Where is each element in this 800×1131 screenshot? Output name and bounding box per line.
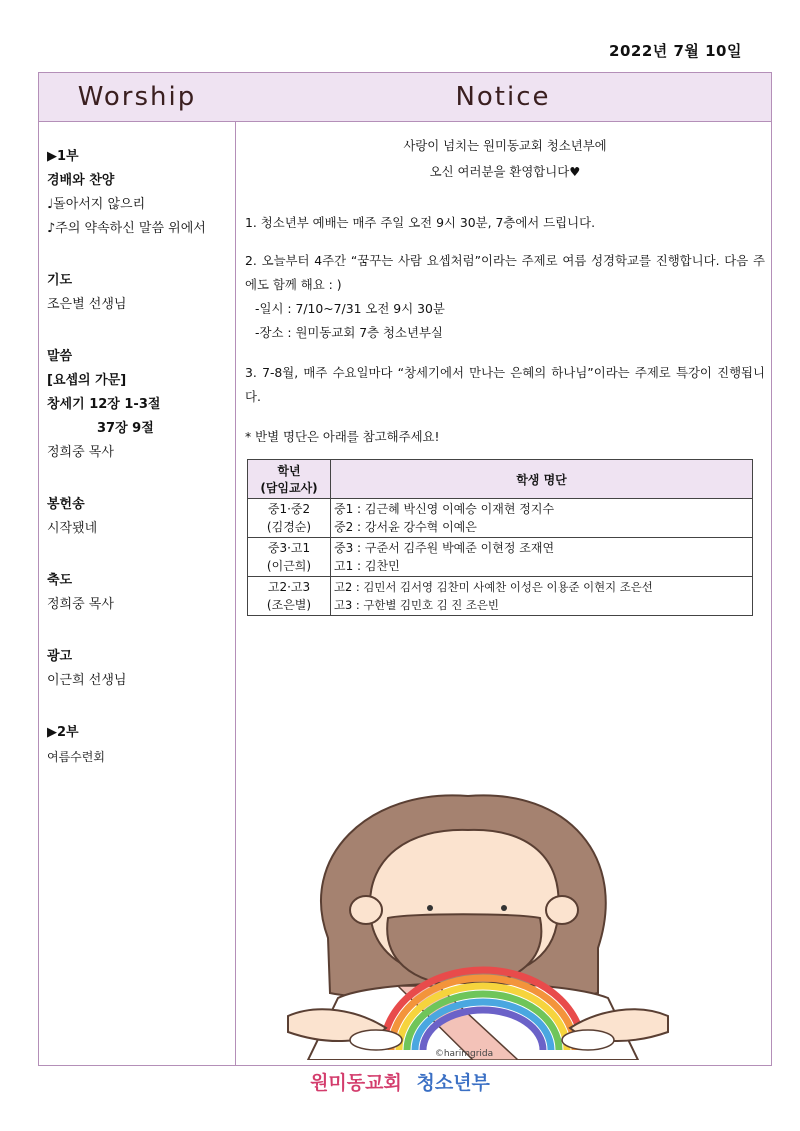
grade-header <box>248 460 331 499</box>
column-divider <box>235 121 236 1065</box>
table-note: * 반별 명단은 아래를 참고해주세요! <box>245 429 440 444</box>
row-grade <box>248 577 331 616</box>
table-row <box>248 538 753 577</box>
teacher-label: (이근희) <box>266 559 312 573</box>
teacher-header-label: (담임교사) <box>260 481 318 495</box>
right-cloud <box>562 1030 614 1050</box>
offering-title: 봉헌송 <box>47 497 85 512</box>
grade-label: 중3·고1 <box>267 541 311 555</box>
row-grade <box>248 499 331 538</box>
benediction-title: 축도 <box>47 573 73 588</box>
right-eye <box>501 905 507 911</box>
bulletin-date: 2022년 7월 10일 <box>609 42 742 60</box>
prayer-leader: 조은별 선생님 <box>47 297 127 312</box>
footer-dept-name: 청소년부 <box>416 1072 490 1094</box>
left-ear <box>350 896 382 924</box>
place-detail: -장소 : 원미동교회 7층 청소년부실 <box>255 325 443 340</box>
students-line: 중2 : 강서윤 강수혁 이예은 <box>334 520 477 534</box>
praise-song-2: ♪주의 약속하신 말씀 위에서 <box>47 221 206 236</box>
worship-order <box>47 145 233 797</box>
worship-header: Worship <box>39 73 236 122</box>
footer-logo <box>0 1068 800 1095</box>
students-header: 학생 명단 <box>331 460 753 499</box>
teacher-label: (김경순) <box>266 520 312 534</box>
sermon-subject: [요셉의 가문] <box>47 373 127 388</box>
row-grade <box>248 538 331 577</box>
grade-label: 고2·고3 <box>267 580 311 594</box>
table-row <box>248 577 753 616</box>
sermon-scripture-2: 37장 9절 <box>97 421 154 436</box>
class-roster-table <box>247 459 753 616</box>
grade-label: 중1·중2 <box>267 502 311 516</box>
students-line: 고3 : 구한별 김민호 김 진 조은빈 <box>334 598 499 612</box>
offering-song: 시작됐네 <box>47 521 98 536</box>
table-header-row <box>248 460 753 499</box>
grade-header-label: 학년 <box>277 464 301 478</box>
announcements-leader: 이근희 선생님 <box>47 673 127 688</box>
welcome-line-2: 오신 여러분을 환영합니다♥ <box>429 164 581 179</box>
right-ear <box>546 896 578 924</box>
notice-content <box>245 131 765 616</box>
table-row <box>248 499 753 538</box>
part2-title: ▶2부 <box>47 725 79 740</box>
notice-header: Notice <box>235 73 771 122</box>
footer-church-name: 원미동교회 <box>310 1072 402 1094</box>
worship-section-part2 <box>47 721 233 769</box>
sermon-title: 말씀 <box>47 349 73 364</box>
left-eye <box>427 905 433 911</box>
row-students <box>331 577 753 616</box>
worship-section-offering <box>47 493 233 541</box>
students-line: 고1 : 김찬민 <box>334 559 400 573</box>
worship-section-prayer <box>47 269 233 317</box>
notice-item-2-num: 2. <box>245 253 257 268</box>
left-cloud <box>350 1030 402 1050</box>
notice-item-1-text: 청소년부 예배는 매주 주일 오전 9시 30분, 7층에서 드립니다. <box>260 215 596 230</box>
part1-title: ▶1부 <box>47 149 79 164</box>
sermon-preacher: 정희중 목사 <box>47 445 114 460</box>
welcome-message <box>245 133 765 185</box>
announcements-title: 광고 <box>47 649 73 664</box>
notice-item-1 <box>245 211 765 235</box>
praise-song-1: ♩돌아서지 않으리 <box>47 197 146 212</box>
part2-event: 여름수련회 <box>47 750 105 764</box>
teacher-label: (조은별) <box>266 598 312 612</box>
illustration-credit: ©harimgrida <box>434 1049 494 1059</box>
sermon-scripture: 창세기 12장 1-3절 <box>47 397 161 412</box>
worship-section-announcements <box>47 645 233 693</box>
notice-item-2 <box>245 249 765 297</box>
rainbow-illustration <box>258 788 698 1060</box>
students-line: 고2 : 김민서 김서영 김찬미 사예찬 이성은 이용준 이현지 조은선 <box>334 580 653 594</box>
worship-section-benediction <box>47 569 233 617</box>
welcome-line-1: 사랑이 넘치는 원미동교회 청소년부에 <box>403 138 607 153</box>
benediction-leader: 정희중 목사 <box>47 597 114 612</box>
notice-item-3 <box>245 361 765 409</box>
worship-section-part1 <box>47 145 233 169</box>
worship-section-praise <box>47 169 233 241</box>
row-students <box>331 499 753 538</box>
notice-item-1-num: 1. <box>245 215 257 230</box>
schedule-detail: -일시 : 7/10~7/31 오전 9시 30분 <box>255 301 445 316</box>
worship-section-sermon <box>47 345 233 465</box>
notice-item-2-text: 오늘부터 4주간 “꿈꾸는 사람 요셉처럼”이라는 주제로 여름 성경학교를 진행합니다. 다음 주에도 함께 해요 : ) <box>245 253 765 292</box>
notice-item-3-num: 3. <box>245 365 257 380</box>
students-line: 중3 : 구준서 김주원 박예준 이현정 조재연 <box>334 541 555 555</box>
praise-title: 경배와 찬양 <box>47 173 115 188</box>
students-line: 중1 : 김근혜 박신영 이예승 이재현 정지수 <box>334 502 555 516</box>
notice-item-3-text: 7-8월, 매주 수요일마다 “창세기에서 만나는 은혜의 하나님”이라는 주제로 특강이 진행됩니다. <box>245 365 765 404</box>
row-students <box>331 538 753 577</box>
prayer-title: 기도 <box>47 273 73 288</box>
